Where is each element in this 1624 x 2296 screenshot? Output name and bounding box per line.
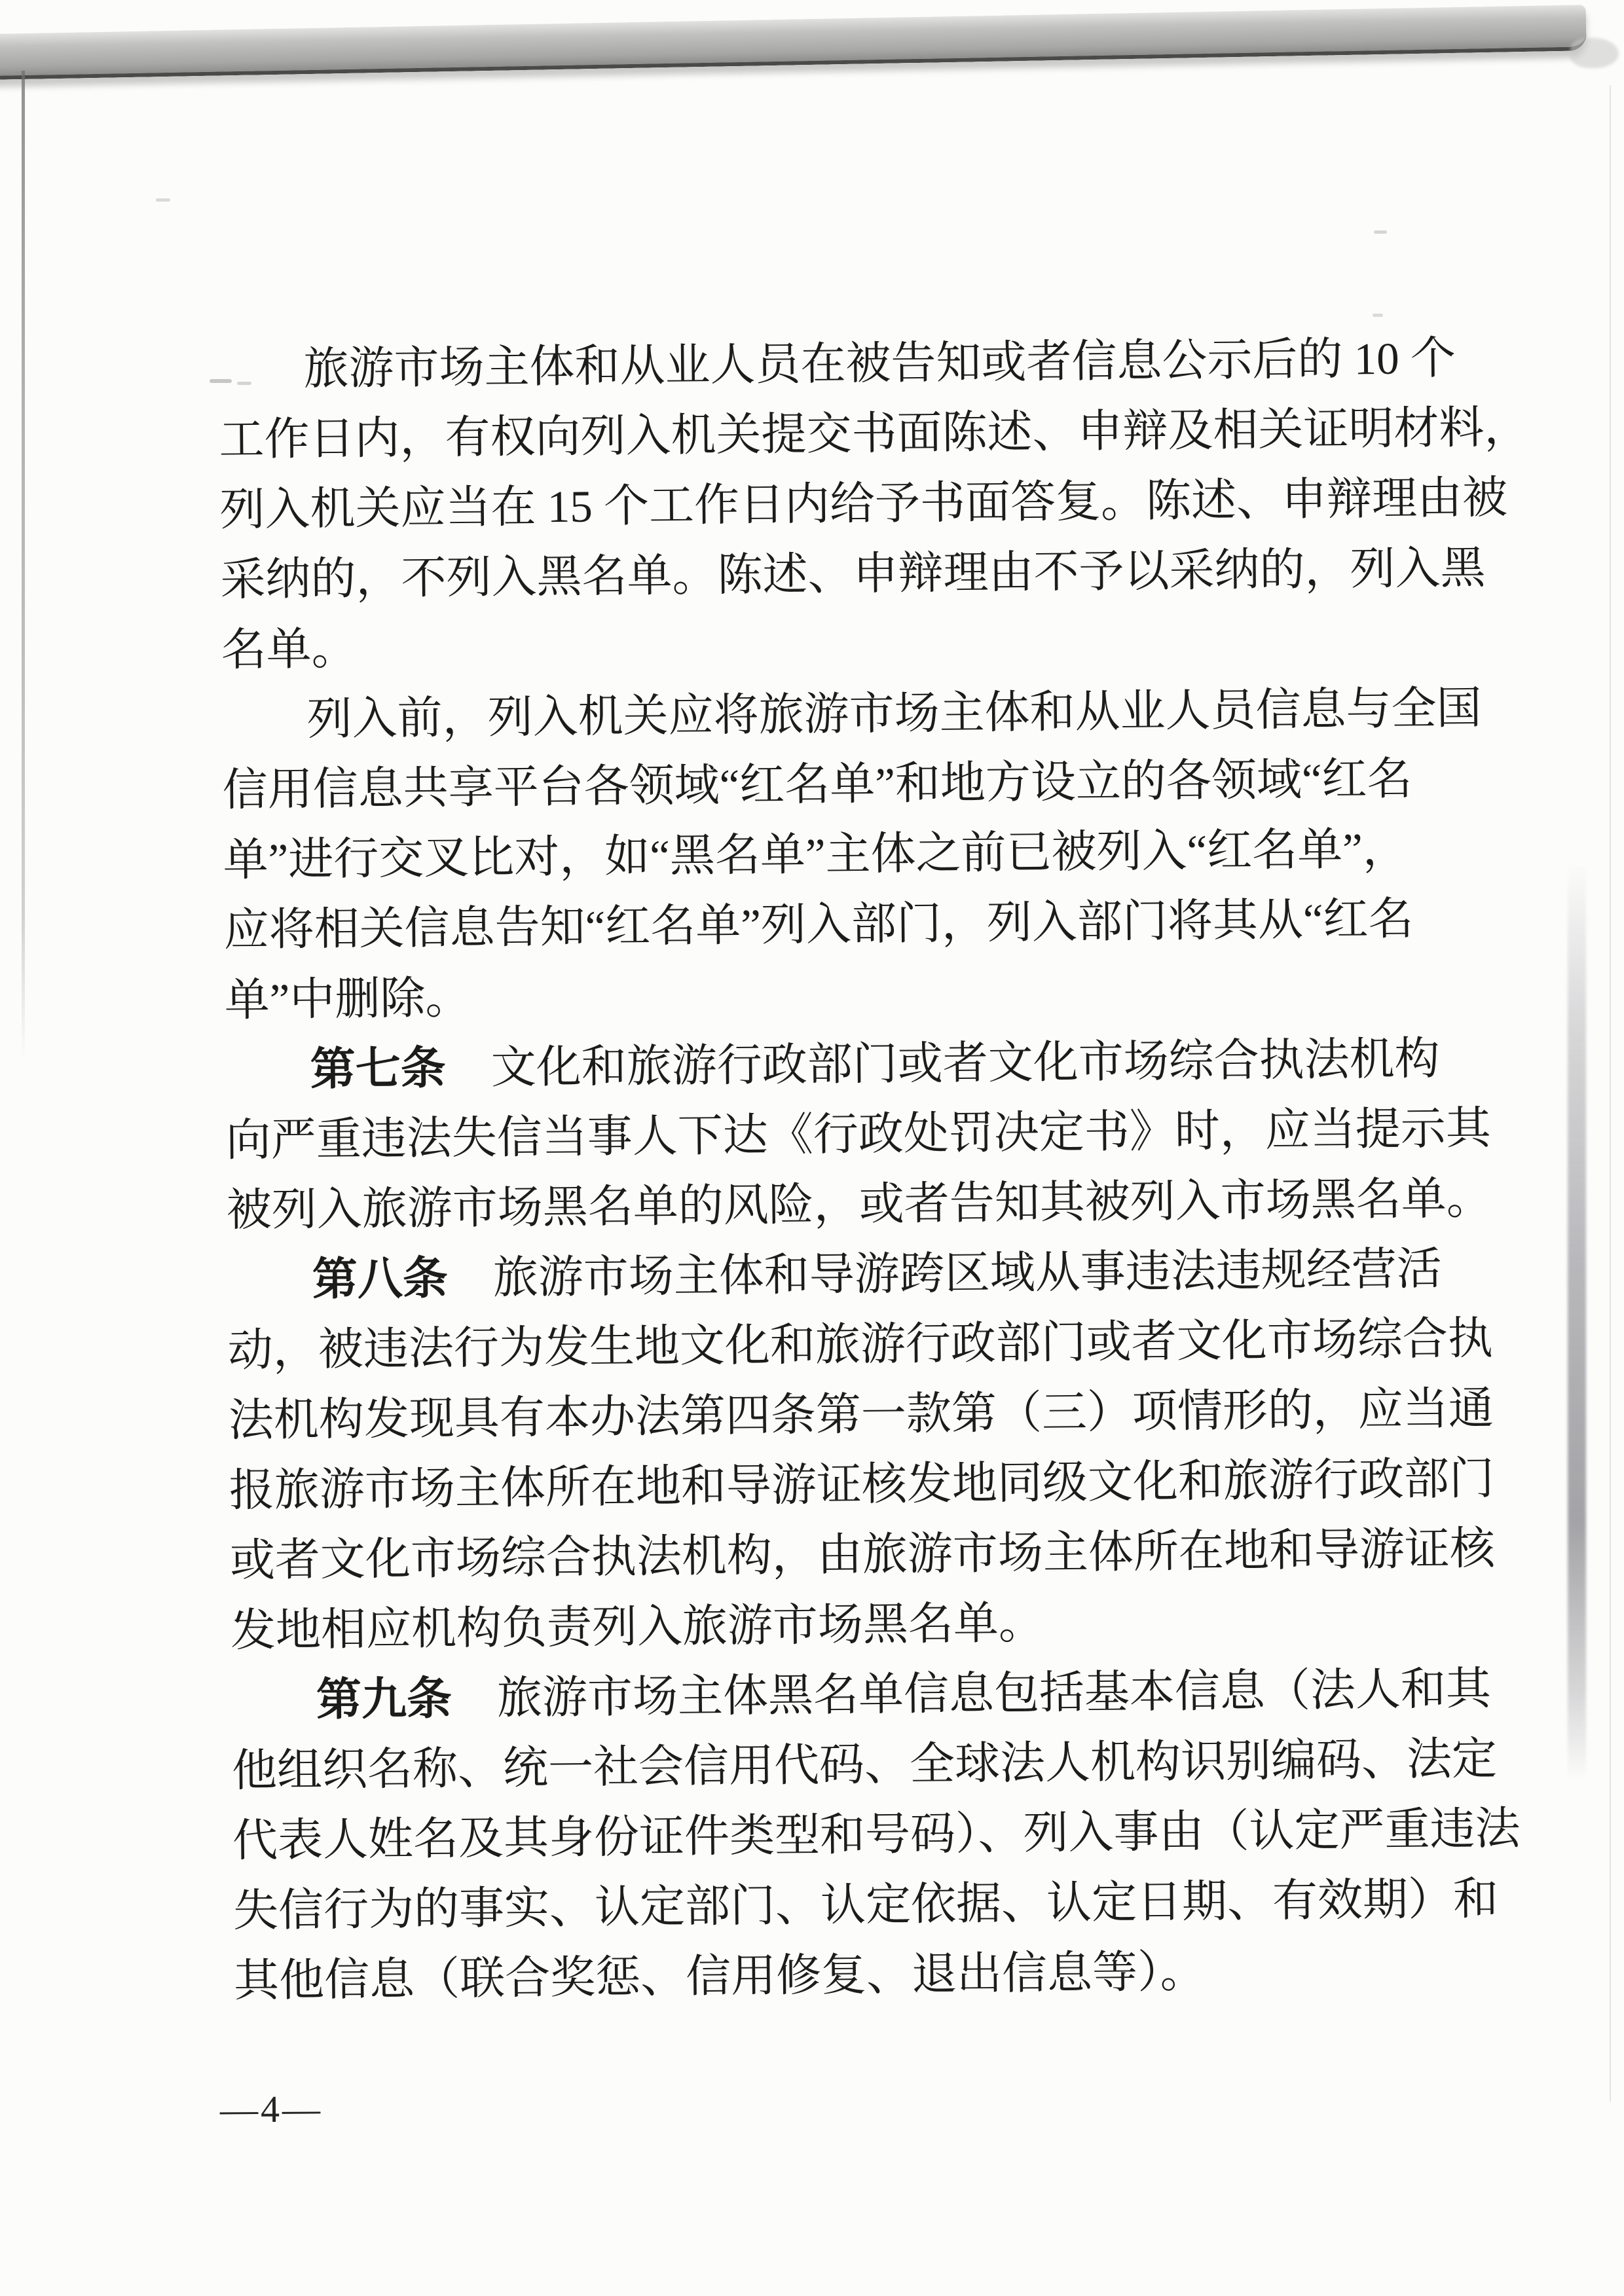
text-line: [220, 534, 1486, 615]
text-run: 单”中删除。: [224, 973, 471, 1025]
text-line: [218, 324, 1456, 405]
paragraph: [221, 674, 1482, 1036]
paragraph: [231, 1655, 1521, 2016]
text-line: [225, 1095, 1492, 1176]
text-run: 列入前，列入机关应将旅游市场主体和从业人员信息与全国: [306, 683, 1482, 744]
page-number: —4—: [219, 2087, 323, 2131]
paragraph: [227, 1235, 1496, 1666]
text-line: [231, 1655, 1492, 1736]
text-line: [225, 1025, 1441, 1106]
text-run: 旅游市场主体黑名单信息包括基本信息（法人和其: [451, 1664, 1492, 1724]
text-line: [227, 1305, 1494, 1386]
text-run: 被列入旅游市场黑名单的风险，或者告知其被列入市场黑名单。: [226, 1173, 1492, 1235]
scan-artifact-top-right-blob: [1570, 38, 1619, 68]
text-line: [227, 1235, 1443, 1316]
scan-artifact-right-streak: [1568, 863, 1586, 1779]
scan-speck: [156, 198, 170, 202]
article-heading: 第七条: [310, 1043, 447, 1095]
text-line: [232, 1795, 1521, 1876]
text-line: [221, 674, 1482, 756]
text-run: 信用信息共享平台各领域“红名单”和地方设立的各领域“红名: [222, 754, 1412, 815]
text-line: [223, 884, 1414, 966]
text-line: [232, 1865, 1499, 1946]
text-run: 向严重违法失信当事人下达《行政处罚决定书》时，应当提示其: [225, 1103, 1492, 1165]
text-run: 或者文化市场综合执法机构，由旅游市场主体所在地和导游证核: [229, 1523, 1496, 1586]
text-line: [230, 1585, 1399, 1666]
text-run: 工作日内，有权向列入机关提交书面陈述、申辩及相关证明材料，: [219, 402, 1530, 465]
text-run: 他组织名称、统一社会信用代码、全球法人机构识别编码、法定: [231, 1734, 1498, 1796]
text-run: 单”进行交叉比对，如“黑名单”主体之前已被列入“红名单”，: [223, 824, 1409, 885]
text-run: 列入机关应当在 15 个工作日内给予书面答复。陈述、申辩理由被: [219, 473, 1508, 535]
text-line: [219, 394, 1530, 475]
paragraph: [218, 324, 1530, 685]
text-run: 代表人姓名及其身份证件类型和号码）、列入事由（认定严重违法: [232, 1804, 1521, 1866]
article-heading: 第九条: [316, 1673, 452, 1725]
scan-speck: [1373, 314, 1383, 317]
text-line: [226, 1165, 1492, 1246]
article-heading: 第八条: [312, 1253, 449, 1305]
text-line: [219, 464, 1508, 545]
text-run: 发地相应机构负责列入旅游市场黑名单。: [230, 1597, 1044, 1656]
text-line: [224, 955, 1393, 1036]
scan-artifact-top-band: [0, 5, 1587, 80]
text-line: [229, 1445, 1495, 1526]
text-run: 失信行为的事实、认定部门、认定依据、认定日期、有效期）和: [232, 1874, 1499, 1936]
text-line: [222, 744, 1412, 826]
text-line: [229, 1515, 1496, 1596]
scan-speck: [1374, 230, 1387, 234]
text-run: 名单。: [221, 623, 357, 675]
text-run: 法机构发现具有本办法第四条第一款第（三）项情形的，应当通: [228, 1383, 1494, 1446]
text-run: 旅游市场主体和从业人员在被告知或者信息公示后的 10 个: [303, 333, 1456, 394]
text-run: 动，被违法行为发生地文化和旅游行政部门或者文化市场综合执: [227, 1313, 1494, 1376]
text-run: 其他信息（联合奖惩、信用修复、退出信息等）。: [233, 1946, 1206, 2006]
text-line: [223, 814, 1409, 896]
text-line: [228, 1375, 1494, 1456]
text-line: [221, 604, 1390, 685]
scan-artifact-left-line: [22, 71, 25, 1059]
text-run: 应将相关信息告知“红名单”列入部门，列入部门将其从“红名: [223, 894, 1414, 955]
text-run: 采纳的，不列入黑名单。陈述、申辩理由不予以采纳的，列入黑: [220, 543, 1486, 605]
paragraph: [225, 1025, 1492, 1246]
scan-artifact-right-edge-line: [1610, 85, 1611, 2102]
text-line: [231, 1725, 1498, 1806]
text-run: 文化和旅游行政部门或者文化市场综合执法机构: [445, 1034, 1441, 1093]
document-body: [218, 324, 1530, 2016]
text-run: 报旅游市场主体所在地和导游证核发地同级文化和旅游行政部门: [229, 1453, 1495, 1516]
text-line: [234, 1935, 1403, 2016]
text-run: 旅游市场主体和导游跨区域从事违法违规经营活: [447, 1244, 1443, 1303]
